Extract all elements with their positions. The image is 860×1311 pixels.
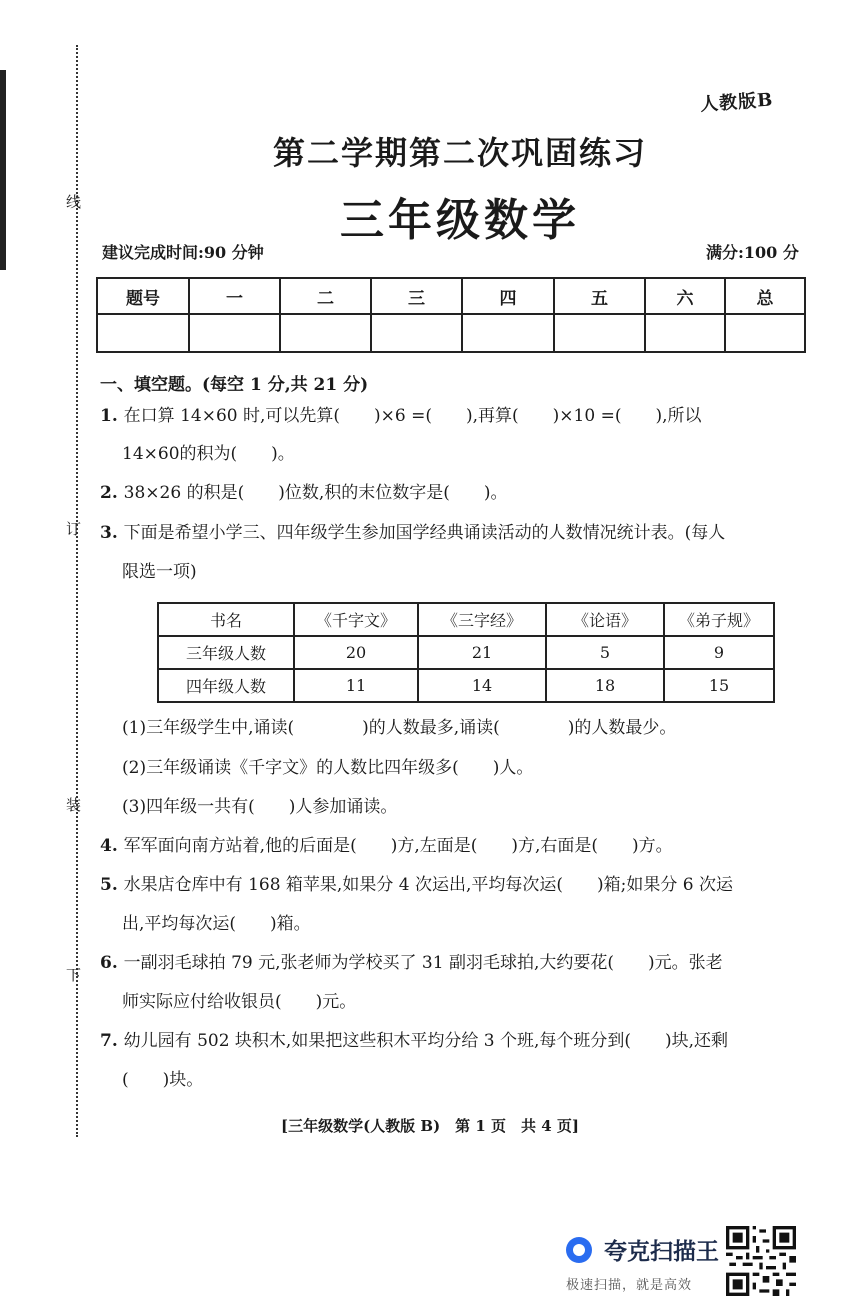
- scanner-slogan: 极速扫描，就是高效: [566, 1278, 693, 1293]
- score-header-cell: 二: [280, 278, 371, 314]
- reading-header-cell: 书名: [158, 603, 294, 636]
- question-6-line2: 师实际应付给收银员( )元。: [122, 992, 357, 1012]
- question-3-sub3: (3)四年级一共有( )人参加诵读。: [122, 797, 398, 817]
- reading-cell: 14: [418, 669, 546, 702]
- score-header-cell: 题号: [97, 278, 189, 314]
- score-blank-cell[interactable]: [189, 314, 280, 352]
- reading-cell: 15: [664, 669, 774, 702]
- score-table: [96, 277, 806, 353]
- question-number: 1.: [100, 406, 124, 426]
- full-score: 满分:100 分: [706, 243, 799, 262]
- reading-header-cell: 《千字文》: [294, 603, 418, 636]
- scanner-brand: 夸克扫描王: [604, 1239, 719, 1265]
- reading-header-cell: 《论语》: [546, 603, 664, 636]
- question-3-sub2: (2)三年级诵读《千字文》的人数比四年级多( )人。: [122, 758, 534, 778]
- score-header-cell: 总: [725, 278, 805, 314]
- binding-char-ding: 订: [66, 520, 82, 538]
- score-header-cell: 五: [554, 278, 645, 314]
- question-number: 6.: [100, 953, 124, 973]
- reading-header-cell: 《弟子规》: [664, 603, 774, 636]
- section-title-fill-blank: 一、填空题。(每空 1 分,共 21 分): [100, 375, 369, 395]
- exam-title: 第二学期第二次巩固练习: [272, 134, 647, 172]
- qr-code-icon: [726, 1226, 796, 1296]
- question-number: 4.: [100, 836, 124, 856]
- reading-cell: 21: [418, 636, 546, 669]
- question-3-sub1: (1)三年级学生中,诵读( )的人数最多,诵读( )的人数最少。: [122, 718, 677, 738]
- page-footer: [三年级数学(人教版 B) 第 1 页 共 4 页]: [280, 1117, 580, 1135]
- score-blank-cell[interactable]: [725, 314, 805, 352]
- binding-char-xian: 线: [66, 193, 82, 211]
- question-1-line1: 在口算 14×60 时,可以先算( )×6 =( ),再算( )×10 =( ),所以: [123, 406, 702, 426]
- reading-cell: 11: [294, 669, 418, 702]
- question-3-line1: 下面是希望小学三、四年级学生参加国学经典诵读活动的人数情况统计表。(每人: [123, 523, 726, 543]
- reading-cell: 20: [294, 636, 418, 669]
- question-1-line2: 14×60的积为( )。: [122, 444, 295, 464]
- score-header-cell: 一: [189, 278, 280, 314]
- score-blank-cell[interactable]: [462, 314, 554, 352]
- score-blank-cell[interactable]: [371, 314, 462, 352]
- score-blank-cell[interactable]: [280, 314, 371, 352]
- reading-row-label: 四年级人数: [158, 669, 294, 702]
- score-blank-cell[interactable]: [645, 314, 725, 352]
- question-6-line1: 一副羽毛球拍 79 元,张老师为学校买了 31 副羽毛球拍,大约要花( )元。张老: [123, 953, 723, 973]
- score-blank-cell[interactable]: [554, 314, 645, 352]
- question-3-line2: 限选一项): [122, 562, 197, 582]
- reading-cell: 18: [546, 669, 664, 702]
- reading-cell: 5: [546, 636, 664, 669]
- reading-header-cell: 《三字经》: [418, 603, 546, 636]
- question-5-line2: 出,平均每次运( )箱。: [122, 914, 311, 934]
- reading-stats-table: [157, 602, 775, 703]
- binding-char-zhuang: 装: [66, 796, 82, 814]
- reading-cell: 9: [664, 636, 774, 669]
- suggested-time: 建议完成时间:90 分钟: [102, 243, 264, 262]
- score-header-cell: 三: [371, 278, 462, 314]
- question-4: 军军面向南方站着,他的后面是( )方,左面是( )方,右面是( )方。: [123, 836, 673, 856]
- question-5-line1: 水果店仓库中有 168 箱苹果,如果分 4 次运出,平均每次运( )箱;如果分 6 次运: [123, 875, 733, 895]
- subject-title: 三年级数学: [340, 195, 580, 246]
- question-number: 7.: [100, 1031, 124, 1051]
- edition-label: 人教版B: [699, 89, 774, 116]
- question-number: 5.: [100, 875, 124, 895]
- question-7-line1: 幼儿园有 502 块积木,如果把这些积木平均分给 3 个班,每个班分到( )块,还剩: [123, 1031, 729, 1051]
- reading-row-label: 三年级人数: [158, 636, 294, 669]
- scanner-logo-icon: [566, 1237, 592, 1263]
- question-number: 3.: [100, 523, 124, 543]
- question-2: 38×26 的积是( )位数,积的末位数字是( )。: [123, 483, 508, 503]
- question-7-line2: ( )块。: [122, 1070, 204, 1090]
- score-header-cell: 四: [462, 278, 554, 314]
- question-number: 2.: [100, 483, 124, 503]
- binding-char-xia: 下: [66, 966, 82, 984]
- score-header-cell: 六: [645, 278, 725, 314]
- score-blank-cell[interactable]: [97, 314, 189, 352]
